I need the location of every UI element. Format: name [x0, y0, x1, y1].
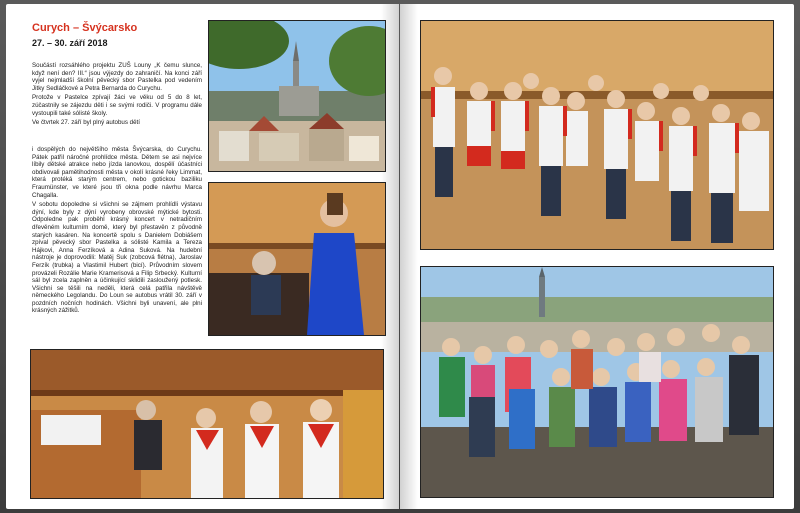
- paragraph-3: Ve čtvrtek 27. září byl plný autobus dětí: [32, 119, 140, 127]
- article-dates: 27. – 30. září 2018: [32, 38, 108, 48]
- article-title: Curych – Švýcarsko: [32, 22, 138, 34]
- article-body-continued: [32, 146, 202, 317]
- paragraph-4: i dospělých do největšího města Švýcarska, do Curychu. Pátek patřil náročné prohlídce města. Dětem se asi nejvíce líbily dětské atrakce nebo jízda lanovkou, dospělí účastníci obdivovali pamětihodnosti města v okolí krásné řeky Limmat, která protéká starým centrem, nebo gotickou baziliku Fraumünster, ve které jsou tři okna podle návrhu Marca Chagalla.: [32, 146, 202, 199]
- right-page: [400, 4, 794, 509]
- photo-girls-singing: [30, 349, 384, 499]
- paragraph-5: V sobotu dopoledne si všichni se zájmem prohlídli výstavu dýní, kde byly z dýní vyrobeny obrovské mýtické bytosti. Odpoledne pak proběhl krásný koncert v netradičním dřevěném kulturním domě, který byl přestavěn z původně starých kasáren. Na koncertě spolu s Danielem Dobiášem zpíval pěvecký sbor Pastelka a sólisté Kamila a Tereza Hájkovi, Anna Ferzíková a Adina Suková. Na hudební nástroje je doprovodili: Matěj Suk (zobcová flétna), Jaroslav Ferzík (trubka) a Vlastimil Hubert (bicí). Průvodním slovem provázeli Rozálie Marie Kramerisová a Filip Srbecký. Kulturní sál byl zcela zaplněn a účinkující sklidili zasloužený potlesk. Všichni se těšili na neděli, která celá patřila návštěvě německého Legolandu. Do Loun se autobus vrátil 30. září v pozdních nočních hodinách. Všichni byli unavení, ale plni krásných zážitků.: [32, 201, 202, 315]
- paragraph-2: Protože v Pastelce zpívají žáci ve věku od 5 do 8 let, zúčastnily se zájezdu děti i se svými rodiči. V programu dále vystoupili také sólisté školy.: [32, 94, 202, 117]
- photo-group-outdoor: [420, 266, 774, 498]
- gutter-shadow-right: [400, 4, 418, 509]
- paragraph-1: Součástí rozsáhlého projektu ZUŠ Louny „K čemu slunce, když není den? III.“ jsou výjezdy do zahraničí. Na konci září vyjel nejmladší školní pěvecký sbor Pastelka pod vedením Jitky Sedláčkové a Petra Bernarda do Curychu.: [32, 62, 202, 92]
- photo-zurich-city: [208, 20, 386, 172]
- article-body: [32, 62, 202, 129]
- left-page: [6, 4, 399, 509]
- photo-singer-piano: [208, 182, 386, 336]
- photo-children-choir: [420, 20, 774, 250]
